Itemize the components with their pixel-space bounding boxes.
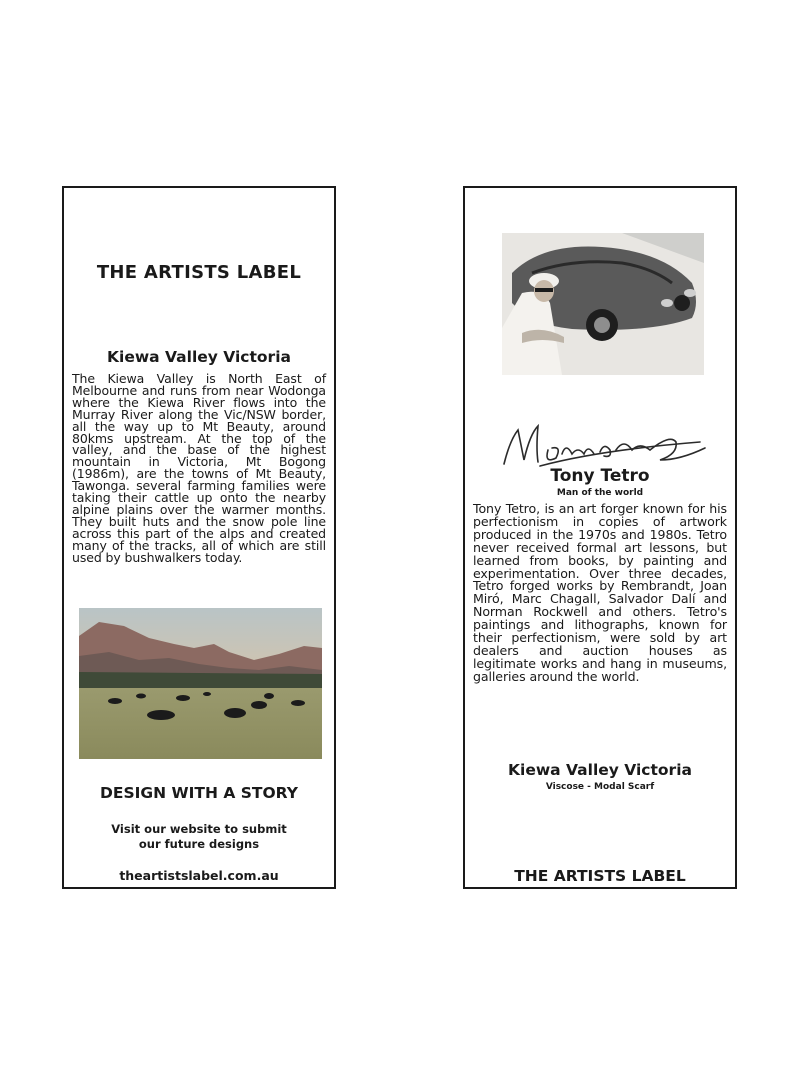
tagline: DESIGN WITH A STORY [100,784,298,802]
artist-biography: Tony Tetro, is an art forger known for his perfectionism in copies of artwork produced in the 1970s and 1980s. Tetro never received formal art lessons, but learned from books, by painting and experimentation. Over three decades, Tetro forged works by Rembrandt, Joan Miró, Marc Chagall, Salvador Dalí and Norman Rockwell and others. Tetro's paintings and lithographs, known for their perfectionism, were sold by art dealers and auction houses as legitimate works and hang in museums, galleries around the world. [473,501,727,684]
cta-line-1: Visit our website to submit [111,822,287,836]
valley-landscape-photo [79,608,322,759]
product-material: Viscose - Modal Scarf [545,782,655,792]
artist-signature [500,420,710,472]
artist-name: Tony Tetro [550,466,650,486]
left-label-card [62,186,336,889]
artist-subtitle: Man of the world [556,488,644,498]
cta-line-2: our future designs [138,837,260,851]
brand-footer: THE ARTISTS LABEL [514,867,686,885]
section-heading: Kiewa Valley Victoria [107,348,291,366]
valley-description: The Kiewa Valley is North East of Melbourne and runs from near Wodonga where the Kiewa River flows into the Murray River along the Vic/NSW border, all the way up to Mt Beauty, around 80kms upstream. At the top of the valley, and the base of the highest mountain in Victoria, Mt Bogong (1986m), are the towns of Mt Beauty, Tawonga. several farming families were taking their cattle up onto the nearby alpine plains over the warmer months. They built huts and the snow pole line across this part of the alps and created many of the tracks, all of which are still used by bushwalkers today. [72,371,326,565]
artist-with-car-photo [502,233,704,375]
right-label-card [463,186,737,889]
product-title: Kiewa Valley Victoria [508,761,692,779]
website-link[interactable]: theartistslabel.com.au [119,868,279,883]
brand-title: THE ARTISTS LABEL [96,262,302,283]
